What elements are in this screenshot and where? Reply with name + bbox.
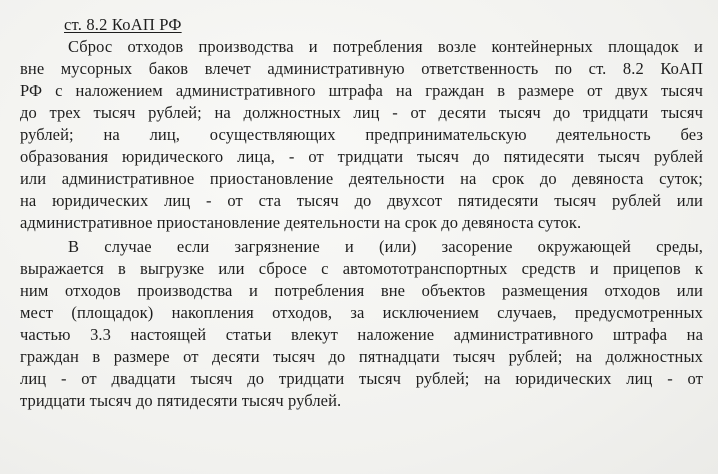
paragraph-1-line: Сброс отходов производства и потребления возле контейнерных площадок и — [68, 37, 703, 56]
article-heading: ст. 8.2 КоАП РФ — [64, 15, 182, 34]
paragraph-2-line: ним отходов производства и потребления вне объектов размещения отходов или — [20, 281, 703, 300]
paragraph-1-line: рублей; на лиц, осуществляющих предпринимательскую деятельность без — [20, 125, 703, 144]
paragraph-1-line: вне мусорных баков влечет административную ответственность по ст. 8.2 КоАП — [20, 59, 703, 78]
paragraph-2-line: тридцати тысяч до пятидесяти тысяч рублей. — [20, 391, 342, 410]
paragraph-2-line: В случае если загрязнение и (или) засорение окружающей среды, — [68, 237, 703, 256]
paragraph-1-line: или административное приостановление деятельности на срок до девяноста суток; — [20, 169, 703, 188]
paragraph-1-line: образования юридического лица, - от тридцати тысяч до пятидесяти тысяч рублей — [20, 147, 703, 166]
paragraph-2-line: частью 3.3 настоящей статьи влекут наложение административного штрафа на — [20, 325, 703, 344]
paragraph-2-line: мест (площадок) накопления отходов, за исключением случаев, предусмотренных — [20, 303, 703, 322]
paragraph-2-line: выражается в выгрузке или сбросе с автомототранспортных средств и прицепов к — [20, 259, 703, 278]
paragraph-1-line: административное приостановление деятельности на срок до девяноста суток. — [20, 213, 582, 232]
paragraph-1-line: на юридических лиц - от ста тысяч до двухсот пятидесяти тысяч рублей или — [20, 191, 703, 210]
paragraph-1-line: до трех тысяч рублей; на должностных лиц - от десяти тысяч до тридцати тысяч — [20, 103, 703, 122]
paragraph-2-line: лиц - от двадцати тысяч до тридцати тысяч рублей; на юридических лиц - от — [20, 369, 703, 388]
paragraph-1-line: РФ с наложением административного штрафа на граждан в размере от двух тысяч — [20, 81, 703, 100]
paragraph-2-line: граждан в размере от десяти тысяч до пятнадцати тысяч рублей; на должностных — [20, 347, 703, 366]
